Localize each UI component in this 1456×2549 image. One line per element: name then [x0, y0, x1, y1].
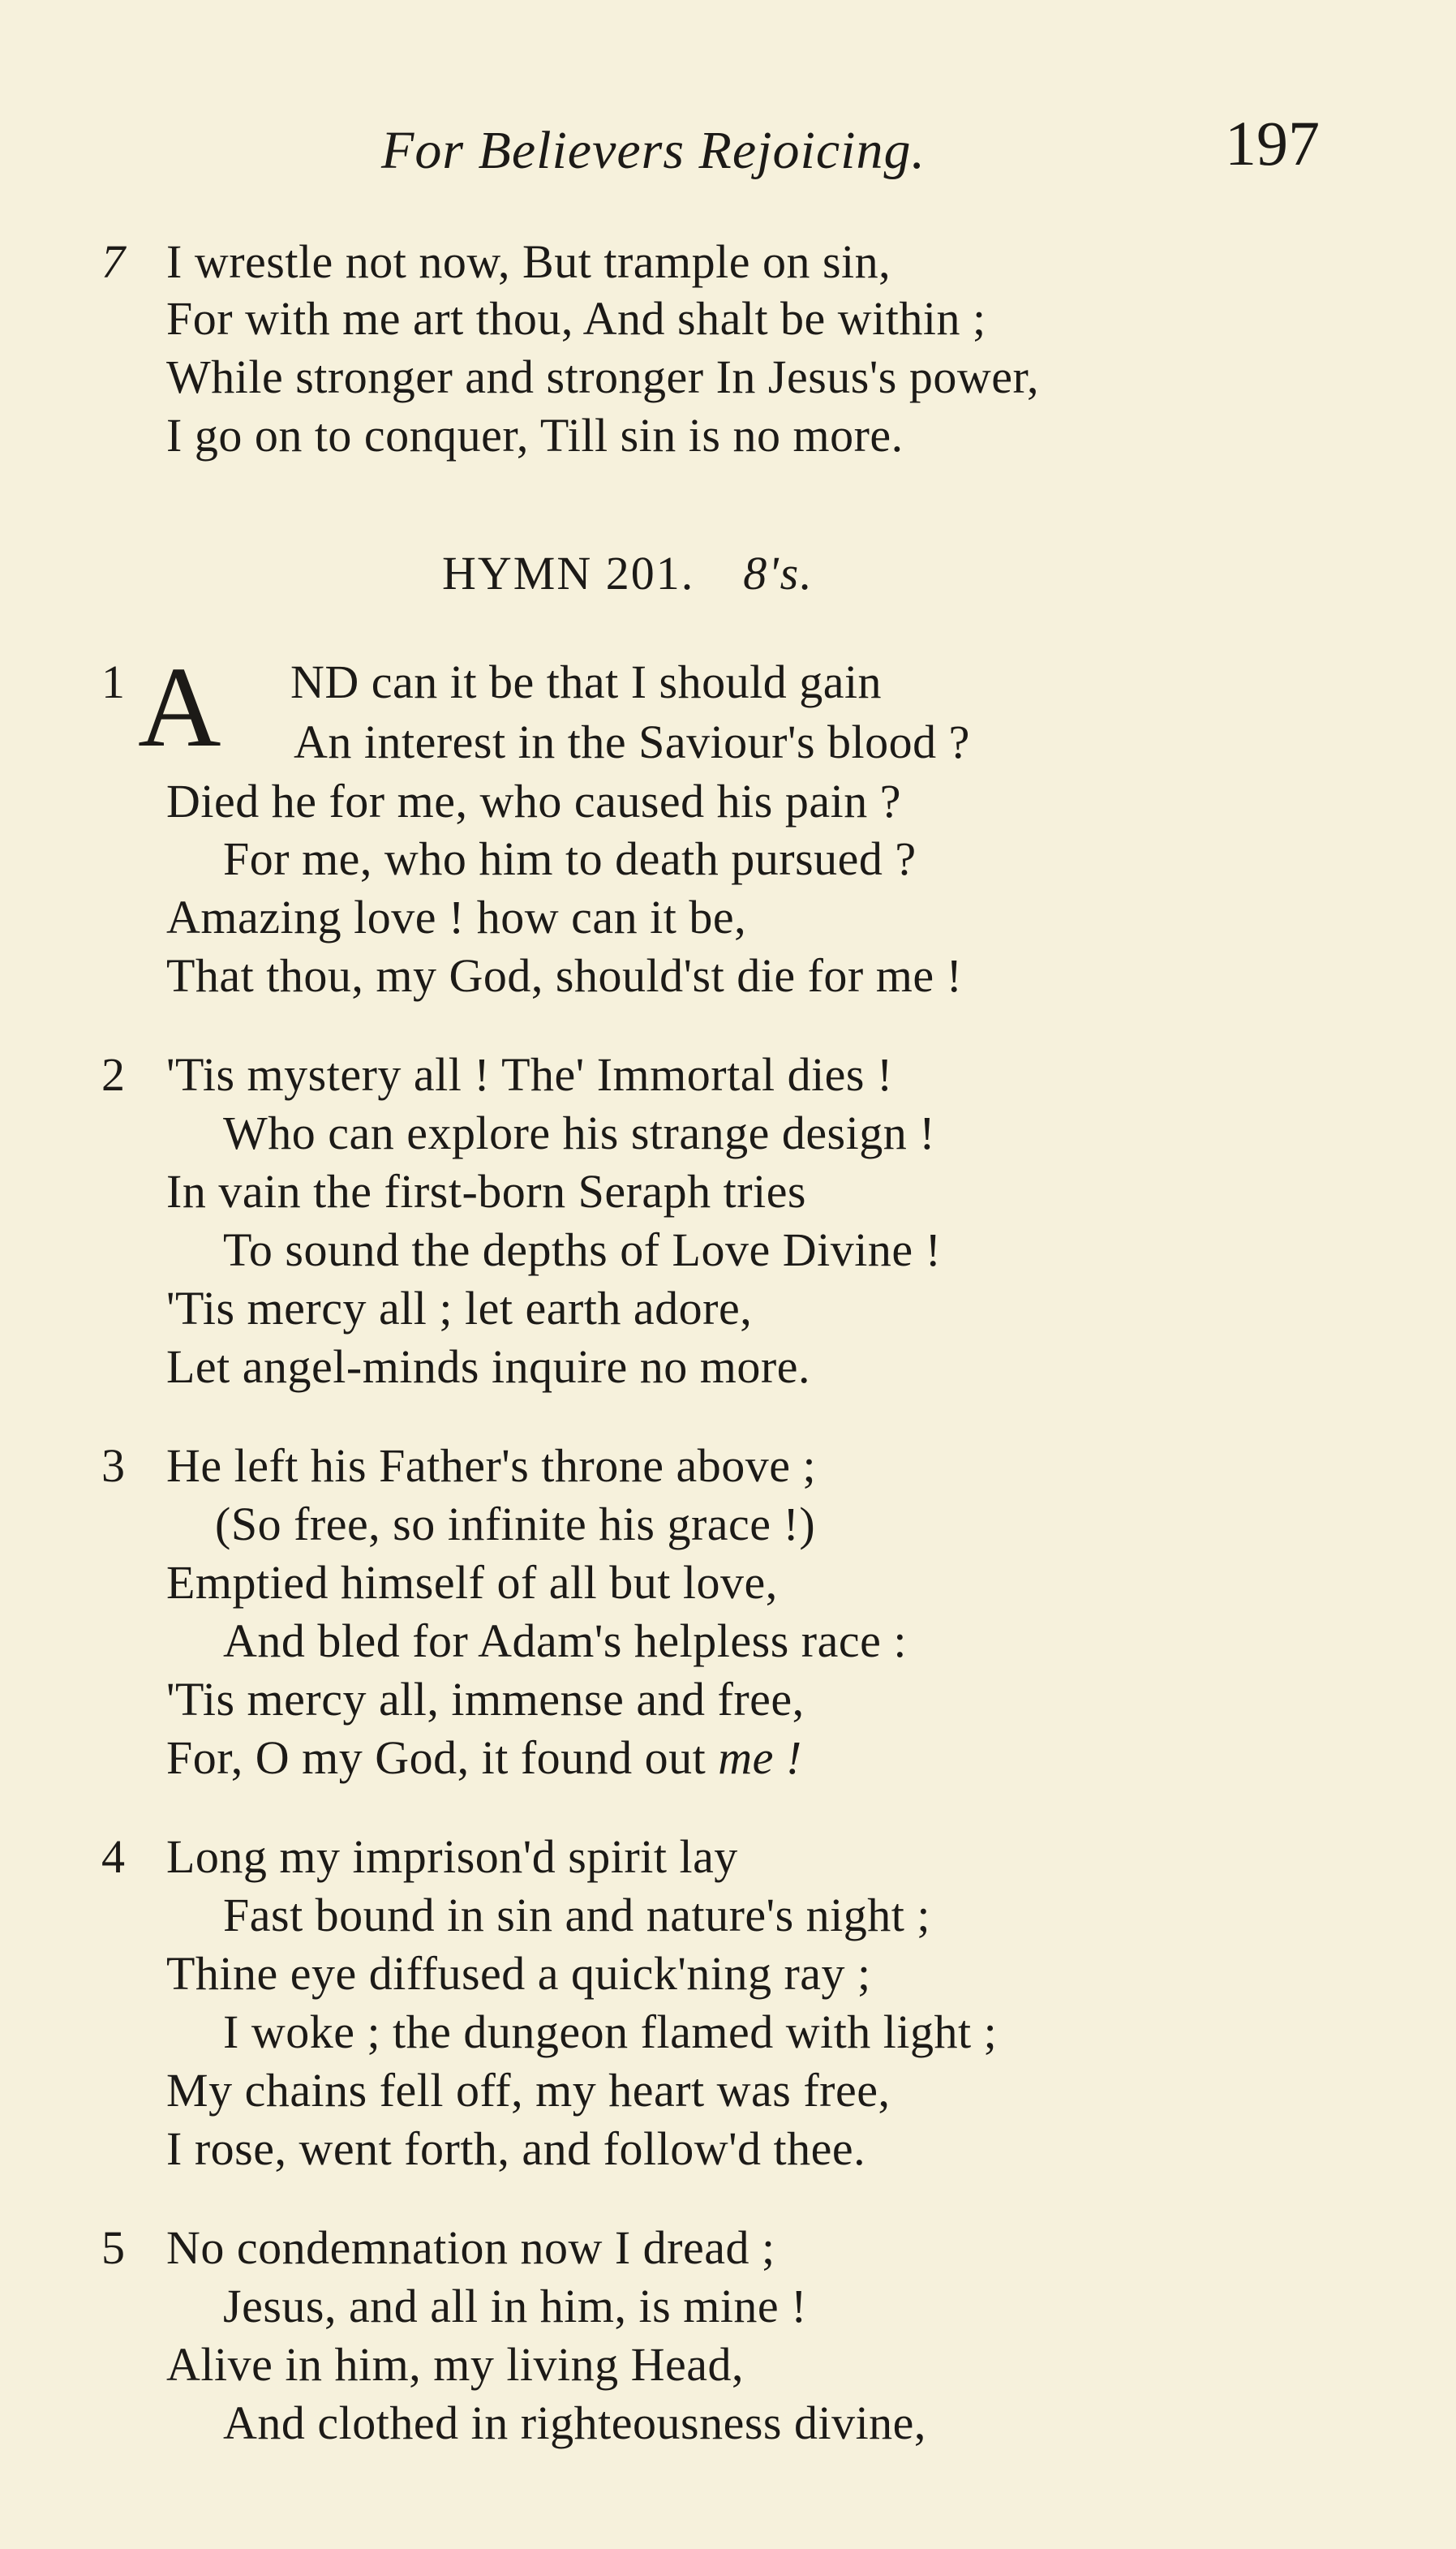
verse-line: Who can explore his strange design !	[223, 1107, 936, 1159]
verse-line: In vain the first-born Seraph tries	[166, 1165, 807, 1218]
verse-line: Fast bound in sin and nature's night ;	[223, 1889, 931, 1941]
verse-number: 7	[101, 235, 125, 288]
verse-line: Died he for me, who caused his pain ?	[166, 775, 901, 827]
verse-line: To sound the depths of Love Divine !	[223, 1223, 942, 1276]
verse-line: Emptied himself of all but love,	[166, 1556, 778, 1609]
verse-line: I rose, went forth, and follow'd thee.	[166, 2122, 866, 2175]
verse-line: Thine eye diffused a quick'ning ray ;	[166, 1947, 871, 2000]
hymn-number: HYMN 201.	[442, 547, 695, 600]
verse-line: For me, who him to death pursued ?	[223, 832, 917, 885]
running-header: For Believers Rejoicing.	[381, 121, 926, 180]
page-number: 197	[1225, 108, 1320, 178]
verse-line: That thou, my God, should'st die for me !	[166, 949, 963, 1002]
emphasis-text: me !	[718, 1731, 802, 1784]
verse-number: 4	[101, 1830, 125, 1883]
verse-number: 1	[101, 656, 125, 708]
verse-line: I go on to conquer, Till sin is no more.	[166, 409, 904, 462]
verse-line: And clothed in righteousness divine,	[223, 2396, 926, 2449]
verse-line: 'Tis mercy all ; let earth adore,	[166, 1282, 753, 1335]
hymn-heading	[442, 545, 814, 602]
verse-line: 'Tis mystery all ! The' Immortal dies !	[166, 1048, 893, 1101]
verse-line: Amazing love ! how can it be,	[166, 891, 747, 944]
verse-line: I wrestle not now, But trample on sin,	[166, 235, 891, 288]
verse-line: I woke ; the dungeon flamed with light ;	[223, 2005, 998, 2058]
verse-line: 'Tis mercy all, immense and free,	[166, 1673, 805, 1726]
verse-line: My chains fell off, my heart was free,	[166, 2064, 891, 2117]
drop-cap: A	[138, 643, 221, 771]
verse-number: 3	[101, 1439, 125, 1492]
verse-line: (So free, so infinite his grace !)	[215, 1498, 816, 1550]
verse-line	[166, 1730, 802, 1786]
verse-line: Alive in him, my living Head,	[166, 2338, 745, 2391]
hymn-meter: 8's.	[743, 547, 814, 600]
verse-line: For with me art thou, And shalt be within ;	[166, 292, 986, 345]
verse-line: And bled for Adam's helpless race :	[223, 1614, 907, 1667]
verse-line: Jesus, and all in him, is mine !	[223, 2280, 807, 2332]
verse-line: While stronger and stronger In Jesus's power,	[166, 350, 1039, 403]
verse-line: He left his Father's throne above ;	[166, 1439, 817, 1492]
verse-line: No condemnation now I dread ;	[166, 2221, 775, 2274]
verse-line-text: For, O my God, it found out	[166, 1731, 707, 1784]
verse-line: An interest in the Saviour's blood ?	[294, 716, 970, 768]
verse-line: Let angel-minds inquire no more.	[166, 1340, 810, 1393]
verse-line: ND can it be that I should gain	[290, 656, 883, 708]
verse-number: 2	[101, 1048, 125, 1101]
verse-number: 5	[101, 2221, 125, 2274]
verse-line: Long my imprison'd spirit lay	[166, 1830, 738, 1883]
